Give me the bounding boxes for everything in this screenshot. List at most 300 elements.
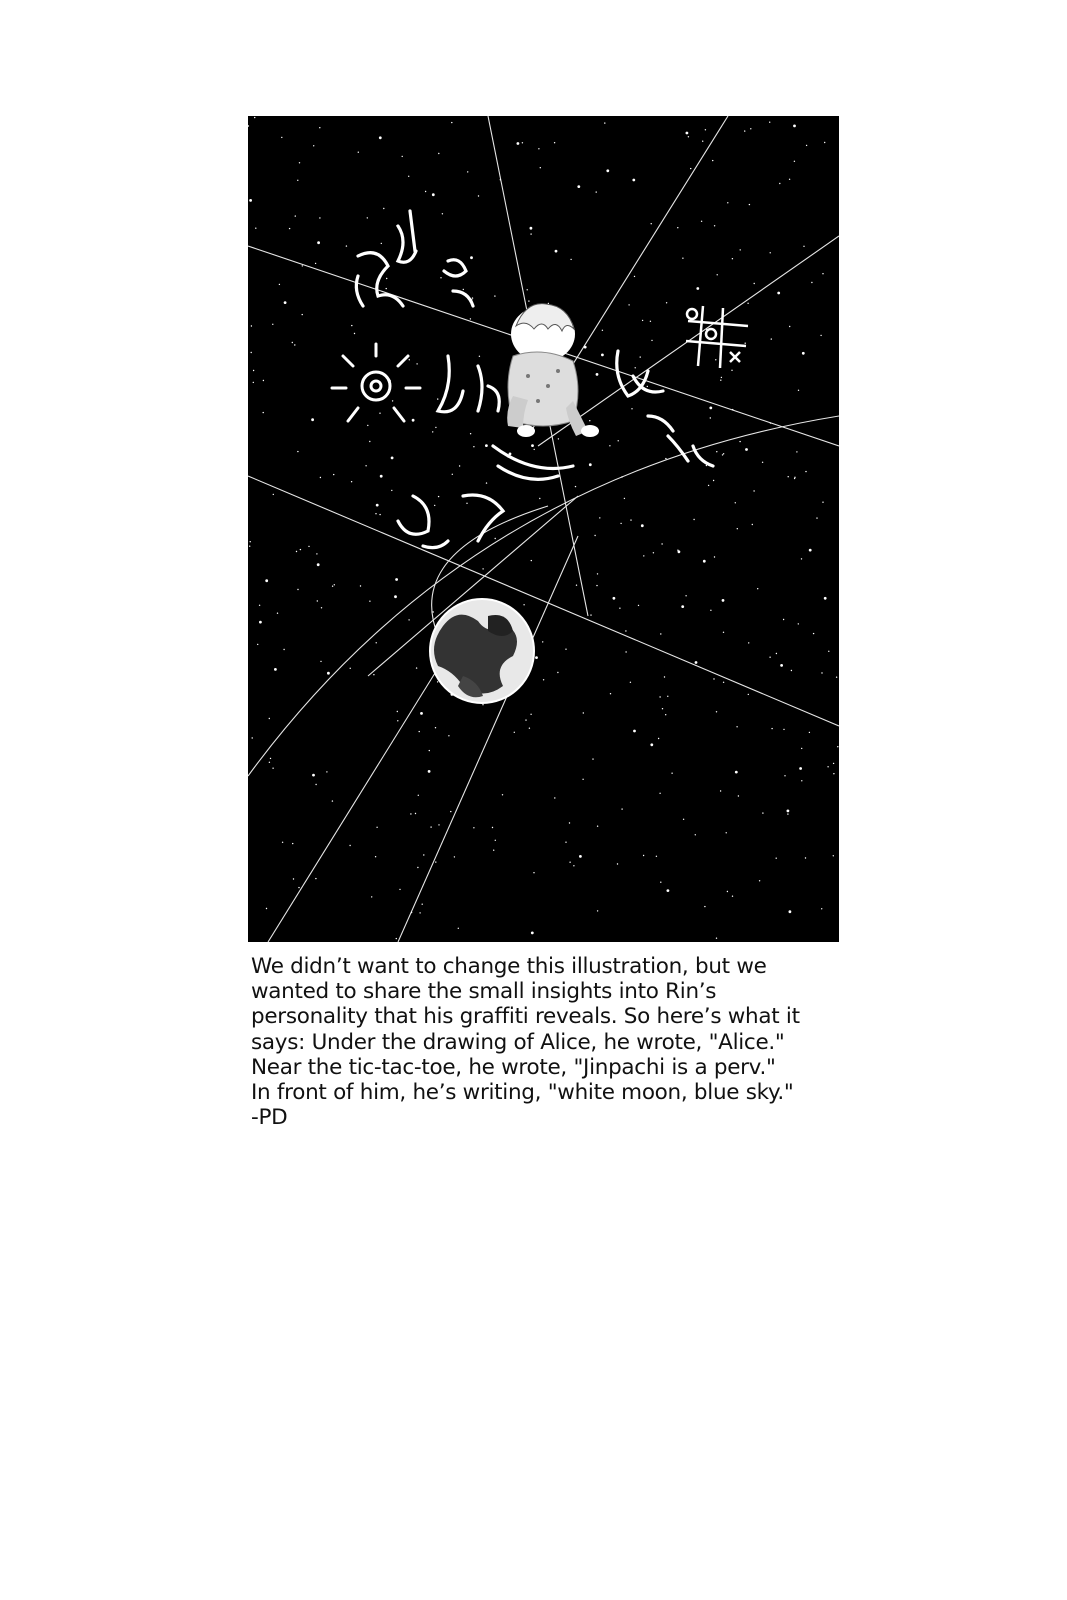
star bbox=[351, 481, 352, 482]
star bbox=[249, 546, 250, 547]
star bbox=[601, 354, 604, 357]
star bbox=[596, 191, 597, 192]
star bbox=[822, 502, 823, 503]
star bbox=[450, 811, 451, 812]
star bbox=[308, 546, 309, 547]
star bbox=[723, 453, 724, 454]
star bbox=[582, 779, 583, 780]
star bbox=[543, 679, 544, 680]
star bbox=[386, 288, 387, 289]
star bbox=[693, 519, 694, 520]
star bbox=[418, 795, 419, 796]
star bbox=[573, 865, 574, 866]
star bbox=[299, 162, 300, 163]
star bbox=[660, 633, 661, 634]
star bbox=[295, 215, 296, 216]
star bbox=[467, 171, 468, 172]
star bbox=[376, 504, 379, 507]
star bbox=[375, 513, 376, 514]
star bbox=[577, 185, 580, 188]
star bbox=[617, 863, 618, 864]
star bbox=[408, 176, 409, 177]
star bbox=[434, 505, 435, 506]
star bbox=[738, 795, 739, 796]
star bbox=[354, 333, 355, 334]
star bbox=[391, 457, 394, 460]
star bbox=[716, 711, 717, 712]
star bbox=[640, 356, 641, 357]
star bbox=[429, 750, 430, 751]
star bbox=[470, 256, 473, 259]
star bbox=[540, 167, 541, 168]
star bbox=[769, 122, 770, 123]
star bbox=[634, 276, 635, 277]
star bbox=[351, 325, 352, 326]
star bbox=[824, 597, 827, 600]
star bbox=[528, 300, 529, 301]
star bbox=[666, 302, 667, 303]
star bbox=[297, 451, 298, 452]
star bbox=[397, 720, 398, 721]
star bbox=[643, 555, 644, 556]
star bbox=[736, 726, 737, 727]
star bbox=[727, 891, 728, 892]
star bbox=[625, 651, 626, 652]
star bbox=[254, 117, 255, 118]
star bbox=[805, 471, 806, 472]
star bbox=[272, 768, 273, 769]
star bbox=[373, 674, 374, 675]
star bbox=[315, 263, 316, 264]
star bbox=[527, 289, 528, 290]
star bbox=[610, 693, 611, 694]
star bbox=[708, 485, 709, 486]
star bbox=[791, 670, 792, 671]
star bbox=[780, 664, 783, 667]
earth-planet bbox=[430, 599, 534, 703]
star bbox=[569, 822, 570, 823]
star bbox=[771, 338, 772, 339]
star bbox=[529, 728, 530, 729]
star bbox=[704, 906, 705, 907]
star bbox=[442, 213, 443, 214]
star bbox=[530, 233, 531, 234]
caption-text bbox=[251, 954, 851, 1130]
star bbox=[473, 827, 474, 828]
star bbox=[379, 136, 382, 139]
star bbox=[659, 696, 660, 697]
star bbox=[720, 380, 721, 381]
star bbox=[253, 382, 254, 383]
star bbox=[433, 611, 434, 612]
star bbox=[273, 494, 274, 495]
star bbox=[650, 321, 651, 322]
star bbox=[590, 614, 591, 615]
star bbox=[678, 550, 681, 553]
star bbox=[824, 142, 825, 143]
star bbox=[542, 641, 543, 642]
star bbox=[783, 729, 784, 730]
star bbox=[749, 204, 750, 205]
star bbox=[437, 681, 438, 682]
star bbox=[482, 568, 483, 569]
star bbox=[458, 928, 459, 929]
star bbox=[392, 400, 393, 401]
star bbox=[451, 122, 452, 123]
star bbox=[319, 127, 320, 128]
star bbox=[452, 474, 453, 475]
star bbox=[554, 797, 555, 798]
star bbox=[257, 644, 258, 645]
star bbox=[599, 517, 600, 518]
star bbox=[391, 490, 392, 491]
star bbox=[681, 605, 684, 608]
star bbox=[748, 642, 749, 643]
star bbox=[690, 168, 691, 169]
star bbox=[638, 605, 639, 606]
star bbox=[793, 125, 796, 128]
star bbox=[789, 179, 790, 180]
star bbox=[796, 451, 797, 452]
star bbox=[416, 363, 417, 364]
star bbox=[472, 297, 473, 298]
star bbox=[531, 560, 532, 561]
star bbox=[530, 227, 533, 230]
star bbox=[294, 344, 295, 345]
star bbox=[415, 813, 416, 814]
star bbox=[806, 145, 807, 146]
star bbox=[801, 780, 802, 781]
star bbox=[833, 773, 834, 774]
star bbox=[794, 161, 795, 162]
space-illustration bbox=[248, 116, 839, 942]
star bbox=[277, 613, 278, 614]
star bbox=[269, 718, 270, 719]
star bbox=[816, 517, 817, 518]
star bbox=[376, 827, 377, 828]
star bbox=[752, 524, 753, 525]
star bbox=[397, 711, 398, 712]
star bbox=[833, 763, 834, 764]
star bbox=[432, 431, 433, 432]
star bbox=[717, 274, 718, 275]
star bbox=[628, 304, 629, 305]
star bbox=[777, 292, 780, 295]
star bbox=[570, 259, 571, 260]
star bbox=[705, 129, 706, 130]
star bbox=[716, 938, 717, 939]
star bbox=[565, 842, 566, 843]
star bbox=[252, 737, 253, 738]
star bbox=[409, 359, 410, 360]
star bbox=[334, 584, 335, 585]
star bbox=[292, 843, 293, 844]
star bbox=[776, 653, 777, 654]
star bbox=[821, 908, 822, 909]
star bbox=[430, 826, 431, 827]
star bbox=[721, 377, 722, 378]
star bbox=[555, 250, 558, 253]
star bbox=[651, 340, 652, 341]
star bbox=[762, 462, 763, 463]
star bbox=[658, 738, 659, 739]
star bbox=[367, 425, 368, 426]
star bbox=[709, 407, 712, 410]
star bbox=[695, 834, 696, 835]
star bbox=[837, 746, 838, 747]
star bbox=[714, 225, 715, 226]
star bbox=[365, 465, 366, 466]
star bbox=[486, 482, 487, 483]
star bbox=[809, 549, 812, 552]
star bbox=[332, 800, 333, 801]
star bbox=[713, 678, 714, 679]
star bbox=[251, 352, 252, 353]
star bbox=[683, 819, 684, 820]
star bbox=[379, 413, 380, 414]
star bbox=[710, 610, 711, 611]
star bbox=[770, 252, 771, 253]
star bbox=[315, 784, 316, 785]
star bbox=[454, 856, 455, 857]
star bbox=[394, 595, 397, 598]
star bbox=[750, 128, 751, 129]
star bbox=[682, 258, 683, 259]
star bbox=[316, 553, 317, 554]
star bbox=[419, 912, 420, 913]
star bbox=[410, 813, 411, 814]
star bbox=[784, 775, 785, 776]
star bbox=[757, 588, 758, 589]
star bbox=[417, 867, 418, 868]
star bbox=[665, 458, 666, 459]
star bbox=[813, 633, 814, 634]
star bbox=[769, 657, 770, 658]
star bbox=[583, 712, 584, 713]
star bbox=[714, 556, 715, 557]
star bbox=[289, 228, 290, 229]
star bbox=[270, 758, 271, 759]
star bbox=[557, 672, 558, 673]
star bbox=[620, 523, 621, 524]
star bbox=[420, 712, 423, 715]
star bbox=[380, 475, 383, 478]
star bbox=[293, 878, 294, 879]
star bbox=[794, 477, 795, 478]
star bbox=[575, 486, 576, 487]
star bbox=[266, 908, 267, 909]
star bbox=[495, 840, 496, 841]
star bbox=[432, 193, 435, 196]
star bbox=[732, 258, 733, 259]
star bbox=[801, 558, 802, 559]
star bbox=[788, 476, 789, 477]
star bbox=[255, 228, 256, 229]
star bbox=[531, 444, 534, 447]
star bbox=[396, 938, 397, 939]
caption-line: We didn’t want to change this illustration, but we bbox=[251, 954, 767, 979]
star bbox=[715, 359, 716, 360]
star bbox=[302, 265, 303, 266]
star bbox=[569, 862, 570, 863]
star bbox=[482, 704, 483, 705]
star bbox=[688, 136, 689, 137]
star bbox=[802, 352, 805, 355]
star bbox=[703, 560, 706, 563]
star bbox=[367, 217, 368, 218]
star bbox=[282, 842, 283, 843]
star bbox=[320, 477, 321, 478]
star bbox=[284, 301, 287, 304]
star bbox=[253, 370, 254, 371]
star bbox=[759, 880, 760, 881]
star bbox=[727, 202, 728, 203]
star bbox=[494, 295, 495, 296]
star bbox=[576, 585, 577, 586]
star bbox=[732, 896, 733, 897]
star bbox=[589, 463, 592, 466]
star bbox=[722, 454, 723, 455]
star bbox=[360, 585, 361, 586]
star bbox=[485, 444, 488, 447]
star bbox=[379, 514, 380, 515]
star bbox=[701, 221, 702, 222]
star bbox=[440, 277, 441, 278]
star bbox=[779, 183, 780, 184]
star bbox=[794, 478, 795, 479]
star bbox=[333, 474, 334, 475]
star bbox=[613, 597, 616, 600]
star bbox=[789, 326, 790, 327]
star bbox=[594, 535, 595, 536]
star bbox=[641, 524, 644, 527]
star bbox=[685, 595, 686, 596]
star bbox=[263, 412, 264, 413]
star bbox=[326, 771, 327, 772]
star bbox=[416, 667, 417, 668]
star bbox=[650, 743, 653, 746]
star bbox=[665, 714, 666, 715]
star bbox=[801, 748, 802, 749]
star bbox=[625, 630, 626, 631]
star bbox=[596, 585, 597, 586]
star bbox=[419, 731, 420, 732]
star bbox=[312, 774, 315, 777]
star bbox=[283, 649, 284, 650]
star bbox=[531, 932, 534, 935]
star bbox=[473, 446, 474, 447]
star bbox=[517, 142, 520, 145]
star bbox=[799, 767, 802, 770]
star bbox=[332, 586, 333, 587]
star bbox=[651, 223, 652, 224]
star bbox=[827, 766, 828, 767]
star bbox=[438, 824, 439, 825]
star bbox=[632, 179, 635, 182]
star bbox=[408, 619, 409, 620]
star bbox=[631, 408, 632, 409]
star bbox=[821, 672, 822, 673]
star bbox=[479, 356, 480, 357]
star bbox=[803, 246, 804, 247]
star bbox=[535, 656, 538, 659]
star bbox=[836, 677, 837, 678]
star bbox=[538, 148, 539, 149]
star bbox=[296, 551, 297, 552]
star bbox=[783, 619, 784, 620]
star bbox=[281, 137, 282, 138]
star bbox=[660, 882, 661, 883]
star bbox=[606, 169, 609, 172]
star bbox=[423, 854, 424, 855]
star bbox=[250, 541, 251, 542]
star bbox=[667, 696, 668, 697]
caption-line: In front of him, he’s writing, "white moon, blue sky." bbox=[251, 1080, 794, 1106]
star bbox=[319, 217, 320, 218]
star bbox=[739, 441, 740, 442]
star bbox=[659, 793, 660, 794]
star bbox=[677, 227, 678, 228]
star bbox=[798, 623, 799, 624]
star bbox=[399, 889, 400, 890]
star bbox=[723, 682, 724, 683]
star bbox=[820, 335, 821, 336]
star bbox=[321, 607, 322, 608]
star bbox=[302, 314, 303, 315]
star bbox=[438, 153, 439, 154]
star bbox=[656, 856, 657, 857]
star bbox=[597, 573, 598, 574]
star bbox=[539, 498, 540, 499]
star bbox=[798, 390, 799, 391]
star bbox=[589, 420, 590, 421]
star bbox=[662, 708, 663, 709]
star bbox=[311, 418, 314, 421]
star bbox=[771, 728, 772, 729]
star bbox=[630, 519, 631, 520]
star bbox=[754, 283, 755, 284]
star bbox=[597, 910, 598, 911]
star bbox=[748, 694, 749, 695]
star bbox=[737, 528, 738, 529]
star bbox=[320, 661, 321, 662]
star bbox=[702, 141, 703, 142]
star bbox=[776, 858, 777, 859]
star bbox=[375, 856, 376, 857]
star bbox=[327, 672, 330, 675]
star bbox=[435, 727, 436, 728]
caption-line: wanted to share the small insights into Rin’s bbox=[251, 979, 717, 1005]
star bbox=[667, 889, 670, 892]
star bbox=[745, 343, 746, 344]
star bbox=[731, 370, 732, 371]
star bbox=[554, 142, 555, 143]
star bbox=[753, 490, 754, 491]
star bbox=[604, 122, 605, 123]
caption-signature: -PD bbox=[251, 1105, 288, 1131]
star bbox=[422, 904, 423, 905]
star bbox=[297, 589, 298, 590]
star bbox=[493, 850, 494, 851]
star bbox=[274, 668, 277, 671]
star bbox=[635, 367, 636, 368]
star bbox=[630, 682, 631, 683]
star bbox=[495, 538, 496, 539]
star bbox=[723, 632, 724, 633]
star bbox=[696, 287, 699, 290]
star bbox=[522, 142, 523, 143]
star bbox=[438, 496, 439, 497]
